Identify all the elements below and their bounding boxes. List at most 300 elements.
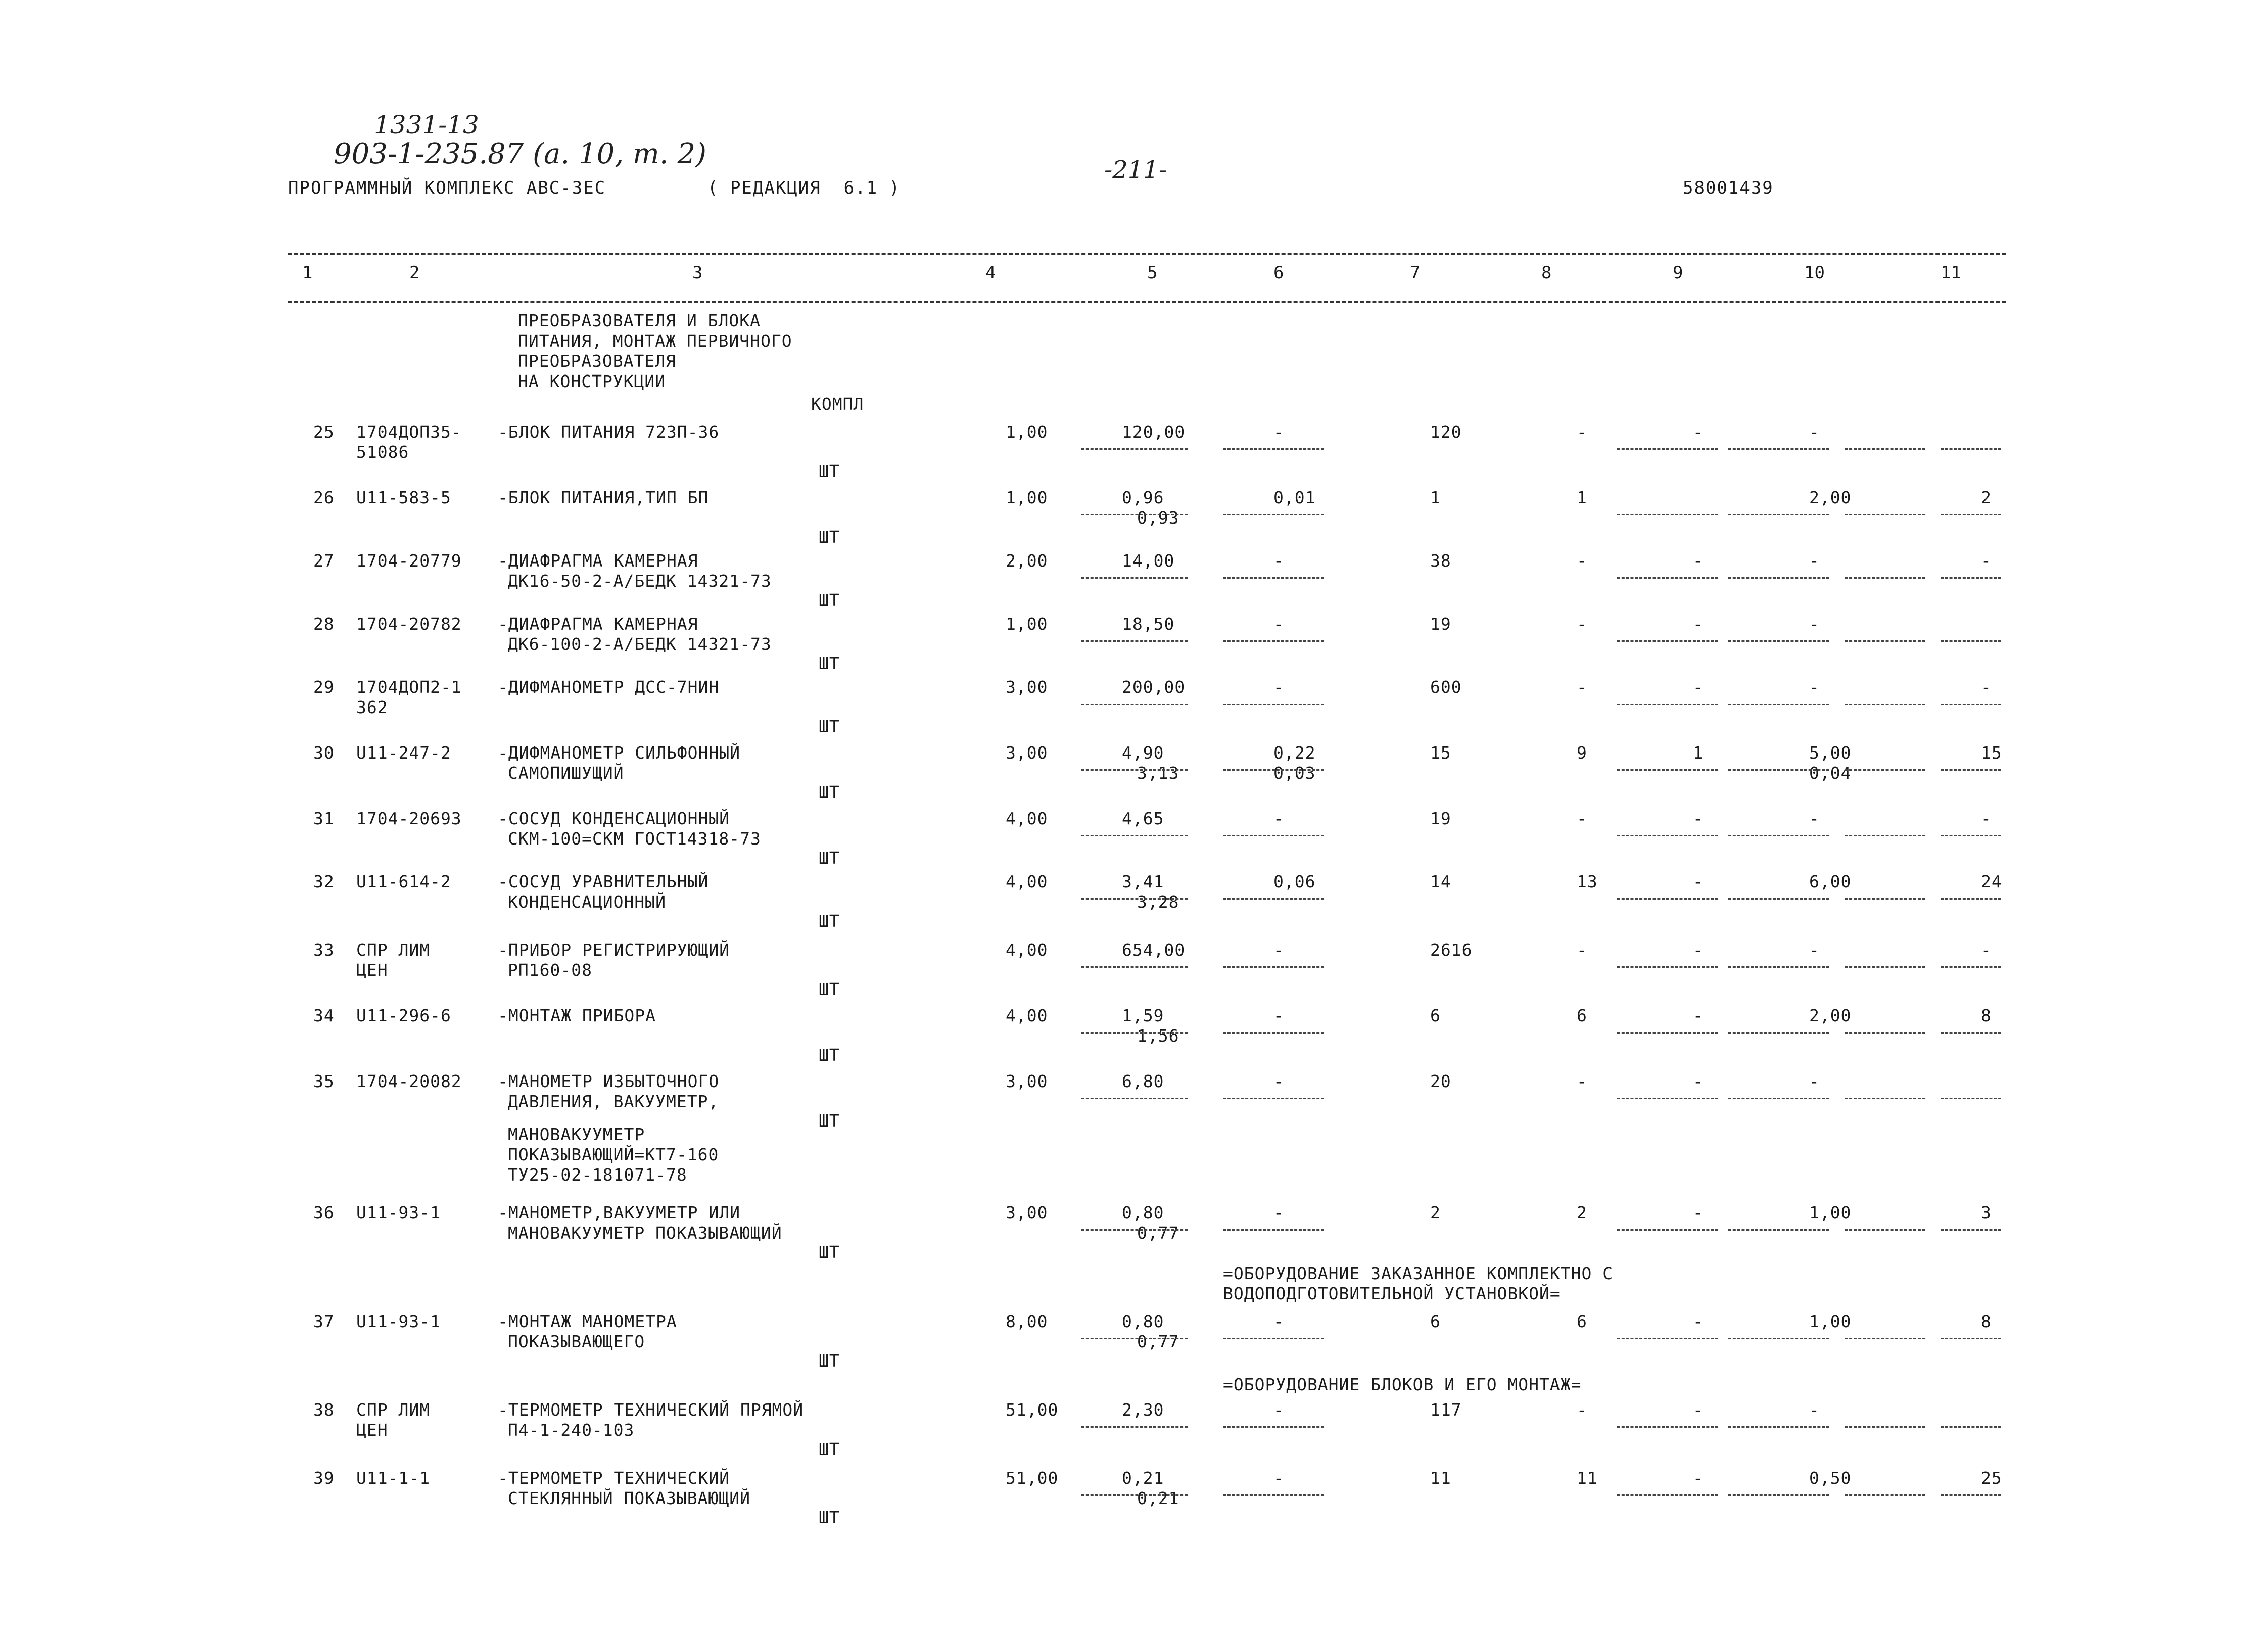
row-underline bbox=[1617, 704, 1718, 705]
row-name: -МОНТАЖ ПРИБОРА bbox=[498, 1006, 656, 1025]
row-number: 32 bbox=[313, 872, 335, 892]
col-4: 4 bbox=[985, 263, 996, 283]
row-unit: ШТ bbox=[819, 1111, 840, 1131]
row-underline bbox=[1941, 966, 2001, 968]
row-name-cont: МАНОВАКУУМЕТР ПОКАЗЫВАЮЩИЙ bbox=[508, 1223, 782, 1243]
row-underline bbox=[1728, 1098, 1829, 1099]
row35-extra-line: МАНОВАКУУМЕТР bbox=[508, 1124, 645, 1144]
row-number: 36 bbox=[313, 1203, 335, 1223]
intro-line: НА КОНСТРУКЦИИ bbox=[518, 371, 666, 391]
row-c6: - bbox=[1273, 1468, 1284, 1488]
row-underline bbox=[1081, 835, 1188, 836]
row-underline bbox=[1223, 898, 1324, 900]
row-name: -БЛОК ПИТАНИЯ 72ЗП-36 bbox=[498, 422, 720, 442]
row-number: 26 bbox=[313, 488, 335, 507]
col-1: 1 bbox=[302, 263, 313, 283]
row-underline bbox=[1941, 1494, 2001, 1496]
row-number: 39 bbox=[313, 1468, 335, 1488]
row-code: 1704-20779 bbox=[356, 551, 462, 571]
row-underline bbox=[1941, 898, 2001, 900]
row-underline bbox=[1845, 769, 1925, 771]
row-c8: - bbox=[1577, 1071, 1587, 1091]
row-name: -ДИФМАНОМЕТР ДСС-7НИН bbox=[498, 677, 720, 697]
row-underline bbox=[1223, 769, 1324, 771]
row-quantity: 8,00 bbox=[1006, 1311, 1048, 1331]
row-c11: - bbox=[1981, 677, 1992, 697]
handwritten-page-number: -211- bbox=[1104, 156, 1167, 184]
row-c10-cont: 0,04 bbox=[1809, 763, 1852, 783]
row-underline bbox=[1617, 640, 1718, 642]
row-c10: - bbox=[1809, 809, 1820, 828]
row-number: 28 bbox=[313, 614, 335, 634]
intro-unit: КОМПЛ bbox=[811, 394, 864, 414]
row-c10: - bbox=[1809, 422, 1820, 442]
row-unit-price-cont: 0,21 bbox=[1137, 1488, 1179, 1508]
row-underline bbox=[1941, 640, 2001, 642]
row-c6: - bbox=[1273, 1203, 1284, 1223]
row-quantity: 3,00 bbox=[1006, 677, 1048, 697]
row-unit: ШТ bbox=[819, 717, 840, 736]
row-c6-cont: 0,03 bbox=[1273, 763, 1316, 783]
row-unit-price-cont: 1,56 bbox=[1137, 1026, 1179, 1046]
row-underline bbox=[1223, 835, 1324, 836]
row-underline bbox=[1941, 704, 2001, 705]
row-unit: ШТ bbox=[819, 782, 840, 802]
row-unit-price: 4,90 bbox=[1122, 743, 1164, 763]
row-total: 19 bbox=[1430, 809, 1451, 828]
row-code: U11-247-2 bbox=[356, 743, 451, 763]
row-unit: ШТ bbox=[819, 848, 840, 868]
row-c6: - bbox=[1273, 1400, 1284, 1420]
row-c11: 8 bbox=[1981, 1006, 1992, 1025]
row-c11: - bbox=[1981, 551, 1992, 571]
row-c11: - bbox=[1981, 809, 1992, 828]
row-underline bbox=[1941, 835, 2001, 836]
row-unit-price-cont: 3,13 bbox=[1137, 763, 1179, 783]
row-unit: ШТ bbox=[819, 1045, 840, 1065]
row-underline bbox=[1617, 769, 1718, 771]
row-name: -ПРИБОР РЕГИСТРИРУЮЩИЙ bbox=[498, 940, 730, 960]
row-c8: 13 bbox=[1577, 872, 1598, 892]
row-code: 1704ДОП35- bbox=[356, 422, 462, 442]
row-underline bbox=[1081, 1494, 1188, 1496]
handwritten-archive-number: 1331-13 bbox=[374, 110, 479, 139]
row-unit-price: 0,80 bbox=[1122, 1203, 1164, 1223]
row-code-cont: 51086 bbox=[356, 442, 409, 462]
row-name: -ДИФМАНОМЕТР СИЛЬФОННЫЙ bbox=[498, 743, 740, 763]
row-c10: 5,00 bbox=[1809, 743, 1852, 763]
document-id: 58001439 bbox=[1683, 178, 1774, 198]
row-code: U11-1-1 bbox=[356, 1468, 431, 1488]
row-underline bbox=[1223, 1229, 1324, 1231]
row-underline bbox=[1845, 1032, 1925, 1034]
row-underline bbox=[1081, 1032, 1188, 1034]
row-unit-price-cont: 3,28 bbox=[1137, 892, 1179, 912]
row-code: СПР ЛИМ bbox=[356, 1400, 431, 1420]
row-underline bbox=[1728, 769, 1829, 771]
row-c9: - bbox=[1693, 940, 1704, 960]
row-unit: ШТ bbox=[819, 1508, 840, 1527]
row-underline bbox=[1728, 514, 1829, 515]
row-quantity: 51,00 bbox=[1006, 1400, 1059, 1420]
row-underline bbox=[1223, 966, 1324, 968]
row-unit-price: 120,00 bbox=[1122, 422, 1186, 442]
row-code-cont: ЦЕН bbox=[356, 960, 388, 980]
row-underline bbox=[1728, 835, 1829, 836]
row-number: 25 bbox=[313, 422, 335, 442]
col-2: 2 bbox=[409, 263, 420, 283]
row-c10: - bbox=[1809, 677, 1820, 697]
row35-extra-line: ТУ25-02-181071-78 bbox=[508, 1165, 687, 1185]
row-c10: 1,00 bbox=[1809, 1311, 1852, 1331]
row-c8: - bbox=[1577, 809, 1587, 828]
row-underline bbox=[1617, 1229, 1718, 1231]
row-unit-price: 14,00 bbox=[1122, 551, 1175, 571]
row-name: -МАНОМЕТР ИЗБЫТОЧНОГО bbox=[498, 1071, 720, 1091]
row-underline bbox=[1845, 577, 1925, 579]
row-name: -ТЕРМОМЕТР ТЕХНИЧЕСКИЙ ПРЯМОЙ bbox=[498, 1400, 804, 1420]
row-underline bbox=[1617, 577, 1718, 579]
row-unit: ШТ bbox=[819, 979, 840, 999]
row-underline bbox=[1081, 1338, 1188, 1339]
row35-extra-line: ПОКАЗЫВАЮЩИЙ=КТ7-160 bbox=[508, 1145, 719, 1164]
row-name-cont: ДК6-100-2-А/БЕДК 14321-73 bbox=[508, 634, 772, 654]
row-c10: - bbox=[1809, 551, 1820, 571]
intro-line: ПРЕОБРАЗОВАТЕЛЯ bbox=[518, 351, 677, 371]
row-underline bbox=[1081, 1098, 1188, 1099]
row-underline bbox=[1081, 769, 1188, 771]
row-c6: - bbox=[1273, 614, 1284, 634]
row-c6: - bbox=[1273, 677, 1284, 697]
row-underline bbox=[1081, 1229, 1188, 1231]
row-underline bbox=[1081, 898, 1188, 900]
row-underline bbox=[1728, 640, 1829, 642]
row-c9: - bbox=[1693, 551, 1704, 571]
row-c8: - bbox=[1577, 551, 1587, 571]
row-underline bbox=[1941, 1032, 2001, 1034]
row-name-cont: РП160-08 bbox=[508, 960, 592, 980]
row-unit-price-cont: 0,93 bbox=[1137, 508, 1179, 528]
row-quantity: 1,00 bbox=[1006, 422, 1048, 442]
row-underline bbox=[1223, 514, 1324, 515]
row-underline bbox=[1845, 966, 1925, 968]
row-name: -ТЕРМОМЕТР ТЕХНИЧЕСКИЙ bbox=[498, 1468, 730, 1488]
row-name: -ДИАФРАГМА КАМЕРНАЯ bbox=[498, 614, 698, 634]
row-code: U11-93-1 bbox=[356, 1311, 441, 1331]
note-complete-equipment: =ОБОРУДОВАНИЕ ЗАКАЗАННОЕ КОМПЛЕКТНО С bbox=[1223, 1263, 1614, 1283]
row-underline bbox=[1845, 448, 1925, 450]
row-unit-price: 0,21 bbox=[1122, 1468, 1164, 1488]
row-underline bbox=[1941, 1229, 2001, 1231]
row-quantity: 4,00 bbox=[1006, 872, 1048, 892]
row-code: 1704-20782 bbox=[356, 614, 462, 634]
row-unit: ШТ bbox=[819, 653, 840, 673]
row-name: -МОНТАЖ МАНОМЕТРА bbox=[498, 1311, 677, 1331]
row-c6: - bbox=[1273, 809, 1284, 828]
row-name: -БЛОК ПИТАНИЯ,ТИП БП bbox=[498, 488, 709, 507]
row-c9: - bbox=[1693, 1203, 1704, 1223]
table-row bbox=[0, 677, 2268, 738]
table-row bbox=[0, 1400, 2268, 1461]
row-name: -МАНОМЕТР,ВАКУУМЕТР ИЛИ bbox=[498, 1203, 740, 1223]
row-underline bbox=[1845, 514, 1925, 515]
row-quantity: 3,00 bbox=[1006, 1203, 1048, 1223]
table-row bbox=[0, 1311, 2268, 1372]
table-row bbox=[0, 422, 2268, 483]
row-name: -ДИАФРАГМА КАМЕРНАЯ bbox=[498, 551, 698, 571]
row-underline bbox=[1617, 1032, 1718, 1034]
row-c9: - bbox=[1693, 809, 1704, 828]
row-underline bbox=[1728, 577, 1829, 579]
row-c6: 0,22 bbox=[1273, 743, 1316, 763]
row-c8: 2 bbox=[1577, 1203, 1587, 1223]
col-6: 6 bbox=[1273, 263, 1284, 283]
row-code-cont: 362 bbox=[356, 697, 388, 717]
row-number: 33 bbox=[313, 940, 335, 960]
table-row bbox=[0, 488, 2268, 548]
row-code: 1704-20082 bbox=[356, 1071, 462, 1091]
row-underline bbox=[1081, 514, 1188, 515]
row-c9: - bbox=[1693, 614, 1704, 634]
row-c11: 2 bbox=[1981, 488, 1992, 507]
row-underline bbox=[1728, 966, 1829, 968]
table-row bbox=[0, 940, 2268, 1001]
row-underline bbox=[1728, 1426, 1829, 1428]
row-number: 27 bbox=[313, 551, 335, 571]
row-underline bbox=[1845, 835, 1925, 836]
col-9: 9 bbox=[1673, 263, 1683, 283]
note-block-equipment: =ОБОРУДОВАНИЕ БЛОКОВ И ЕГО МОНТАЖ= bbox=[1223, 1375, 1582, 1394]
row-c11: 8 bbox=[1981, 1311, 1992, 1331]
row-underline bbox=[1728, 1032, 1829, 1034]
row-underline bbox=[1617, 1338, 1718, 1339]
row-unit: ШТ bbox=[819, 590, 840, 610]
handwritten-project-code: 903-1-235.87 (а. 10, т. 2) bbox=[334, 137, 706, 170]
row-underline bbox=[1223, 1032, 1324, 1034]
table-row bbox=[0, 743, 2268, 804]
row-underline bbox=[1617, 835, 1718, 836]
row-c9: - bbox=[1693, 1400, 1704, 1420]
row-c9: - bbox=[1693, 677, 1704, 697]
row-c10: 1,00 bbox=[1809, 1203, 1852, 1223]
row-underline bbox=[1617, 1426, 1718, 1428]
row-total: 14 bbox=[1430, 872, 1451, 892]
row-code: U11-93-1 bbox=[356, 1203, 441, 1223]
intro-line: ПИТАНИЯ, МОНТАЖ ПЕРВИЧНОГО bbox=[518, 331, 792, 351]
row-code: 1704ДОП2-1 bbox=[356, 677, 462, 697]
row-underline bbox=[1223, 640, 1324, 642]
row-underline bbox=[1617, 966, 1718, 968]
row-unit-price: 0,80 bbox=[1122, 1311, 1164, 1331]
row-underline bbox=[1617, 448, 1718, 450]
row-code: U11-614-2 bbox=[356, 872, 451, 892]
col-8: 8 bbox=[1541, 263, 1552, 283]
row-underline bbox=[1941, 514, 2001, 515]
row-c9: - bbox=[1693, 1071, 1704, 1091]
row-number: 34 bbox=[313, 1006, 335, 1025]
table-row bbox=[0, 872, 2268, 932]
row-number: 30 bbox=[313, 743, 335, 763]
note-complete-equipment-2: ВОДОПОДГОТОВИТЕЛЬНОЙ УСТАНОВКОЙ= bbox=[1223, 1284, 1561, 1303]
row-underline bbox=[1845, 1229, 1925, 1231]
row-unit-price: 3,41 bbox=[1122, 872, 1164, 892]
row-underline bbox=[1081, 966, 1188, 968]
row-c10: 2,00 bbox=[1809, 488, 1852, 507]
row-quantity: 4,00 bbox=[1006, 940, 1048, 960]
row-c10: - bbox=[1809, 1400, 1820, 1420]
row-underline bbox=[1617, 898, 1718, 900]
row-name-cont: СКМ-100=СКМ ГОСТ14318-73 bbox=[508, 829, 761, 849]
row-c8: 9 bbox=[1577, 743, 1587, 763]
table-row bbox=[0, 614, 2268, 675]
row-c10: 6,00 bbox=[1809, 872, 1852, 892]
row-total: 120 bbox=[1430, 422, 1462, 442]
row-underline bbox=[1223, 1426, 1324, 1428]
row-unit: ШТ bbox=[819, 461, 840, 481]
program-title: ПРОГРАММНЫЙ КОМПЛЕКС АВС-3ЕС bbox=[288, 178, 606, 198]
row-total: 6 bbox=[1430, 1006, 1441, 1025]
row-unit: ШТ bbox=[819, 1439, 840, 1459]
table-row bbox=[0, 1006, 2268, 1066]
row-c9: - bbox=[1693, 1006, 1704, 1025]
row-name-cont: САМОПИШУЩИЙ bbox=[508, 763, 624, 783]
row-underline bbox=[1223, 1338, 1324, 1339]
row-number: 37 bbox=[313, 1311, 335, 1331]
row-underline bbox=[1941, 577, 2001, 579]
row-c6: 0,01 bbox=[1273, 488, 1316, 507]
row-name-cont: КОНДЕНСАЦИОННЫЙ bbox=[508, 892, 667, 912]
row-c8: - bbox=[1577, 614, 1587, 634]
row-underline bbox=[1845, 1426, 1925, 1428]
row-underline bbox=[1941, 769, 2001, 771]
row-code: U11-583-5 bbox=[356, 488, 451, 507]
row-name-cont: ДК16-50-2-А/БЕДК 14321-73 bbox=[508, 571, 772, 591]
row-underline bbox=[1223, 1494, 1324, 1496]
row-total: 6 bbox=[1430, 1311, 1441, 1331]
row-c11: - bbox=[1981, 940, 1992, 960]
row-c10: - bbox=[1809, 614, 1820, 634]
row-underline bbox=[1081, 1426, 1188, 1428]
row-c11: 15 bbox=[1981, 743, 2002, 763]
row-c11: 25 bbox=[1981, 1468, 2002, 1488]
row-unit-price: 18,50 bbox=[1122, 614, 1175, 634]
row-unit-price-cont: 0,77 bbox=[1137, 1223, 1179, 1243]
row-c8: 6 bbox=[1577, 1311, 1587, 1331]
row-c8: 11 bbox=[1577, 1468, 1598, 1488]
row-underline bbox=[1845, 898, 1925, 900]
row-underline bbox=[1081, 577, 1188, 579]
row-c10: 0,50 bbox=[1809, 1468, 1852, 1488]
row-underline bbox=[1845, 1338, 1925, 1339]
row-underline bbox=[1845, 1494, 1925, 1496]
row-total: 2 bbox=[1430, 1203, 1441, 1223]
row-total: 1 bbox=[1430, 488, 1441, 507]
row-underline bbox=[1617, 514, 1718, 515]
table-row bbox=[0, 1203, 2268, 1263]
table-row bbox=[0, 551, 2268, 612]
row-name-cont: П4-1-240-103 bbox=[508, 1420, 635, 1440]
row-c6: - bbox=[1273, 1311, 1284, 1331]
row-underline bbox=[1617, 1098, 1718, 1099]
row-name-cont: СТЕКЛЯННЫЙ ПОКАЗЫВАЮЩИЙ bbox=[508, 1488, 750, 1508]
row-underline bbox=[1223, 448, 1324, 450]
row-c10: - bbox=[1809, 940, 1820, 960]
edition-label: ( РЕДАКЦИЯ 6.1 ) bbox=[707, 178, 901, 198]
row-underline bbox=[1223, 1098, 1324, 1099]
row-c9: 1 bbox=[1693, 743, 1704, 763]
row-underline bbox=[1845, 1098, 1925, 1099]
row-c8: - bbox=[1577, 1400, 1587, 1420]
row-underline bbox=[1617, 1494, 1718, 1496]
row-underline bbox=[1941, 1338, 2001, 1339]
row-underline bbox=[1728, 448, 1829, 450]
row-unit: ШТ bbox=[819, 1242, 840, 1262]
row-quantity: 4,00 bbox=[1006, 1006, 1048, 1025]
row-number: 29 bbox=[313, 677, 335, 697]
row-number: 38 bbox=[313, 1400, 335, 1420]
row-c6: - bbox=[1273, 551, 1284, 571]
row-quantity: 3,00 bbox=[1006, 1071, 1048, 1091]
row-c8: 1 bbox=[1577, 488, 1587, 507]
row-unit-price: 200,00 bbox=[1122, 677, 1186, 697]
row-total: 19 bbox=[1430, 614, 1451, 634]
intro-line: ПРЕОБРАЗОВАТЕЛЯ И БЛОКА bbox=[518, 311, 761, 331]
row-quantity: 3,00 bbox=[1006, 743, 1048, 763]
row-c9: - bbox=[1693, 422, 1704, 442]
row-underline bbox=[1728, 1338, 1829, 1339]
row-unit-price: 1,59 bbox=[1122, 1006, 1164, 1025]
table-row bbox=[0, 1071, 2268, 1132]
row-total: 2616 bbox=[1430, 940, 1473, 960]
row-name-cont: ДАВЛЕНИЯ, ВАКУУМЕТР, bbox=[508, 1092, 719, 1111]
row-c9: - bbox=[1693, 872, 1704, 892]
row-total: 20 bbox=[1430, 1071, 1451, 1091]
row-c11: 3 bbox=[1981, 1203, 1992, 1223]
row-unit-price-cont: 0,77 bbox=[1137, 1332, 1179, 1351]
table-row bbox=[0, 1468, 2268, 1529]
row-code: 1704-20693 bbox=[356, 809, 462, 828]
row-quantity: 4,00 bbox=[1006, 809, 1048, 828]
row-c11: 24 bbox=[1981, 872, 2002, 892]
row-underline bbox=[1941, 448, 2001, 450]
row-unit-price: 6,80 bbox=[1122, 1071, 1164, 1091]
row-c9: - bbox=[1693, 1468, 1704, 1488]
row-c6: - bbox=[1273, 940, 1284, 960]
row-c8: - bbox=[1577, 422, 1587, 442]
row-unit: ШТ bbox=[819, 1351, 840, 1371]
row-total: 600 bbox=[1430, 677, 1462, 697]
row-quantity: 1,00 bbox=[1006, 488, 1048, 507]
row-underline bbox=[1845, 640, 1925, 642]
row-total: 38 bbox=[1430, 551, 1451, 571]
row-underline bbox=[1081, 704, 1188, 705]
row-unit: ШТ bbox=[819, 911, 840, 931]
row-c10: - bbox=[1809, 1071, 1820, 1091]
row-underline bbox=[1845, 704, 1925, 705]
row-underline bbox=[1728, 704, 1829, 705]
row-total: 117 bbox=[1430, 1400, 1462, 1420]
row-c6: 0,06 bbox=[1273, 872, 1316, 892]
row-underline bbox=[1941, 1426, 2001, 1428]
col-3: 3 bbox=[692, 263, 703, 283]
row-underline bbox=[1223, 704, 1324, 705]
row-underline bbox=[1081, 448, 1188, 450]
row-underline bbox=[1728, 1229, 1829, 1231]
row-unit-price: 654,00 bbox=[1122, 940, 1186, 960]
row-c6: - bbox=[1273, 422, 1284, 442]
row-c10: 2,00 bbox=[1809, 1006, 1852, 1025]
row-unit: ШТ bbox=[819, 527, 840, 547]
